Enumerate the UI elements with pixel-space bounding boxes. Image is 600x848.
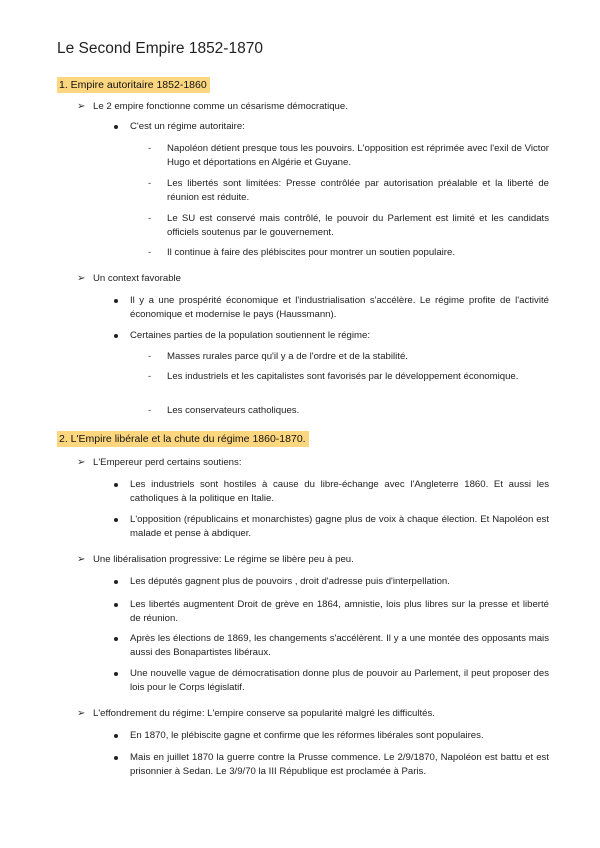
group-label: L'effondrement du régime: L'empire conserve sa popularité malgré les difficultés. <box>93 708 435 719</box>
bullet-dot-icon <box>114 672 118 676</box>
sub-item: Les industriels et les capitalistes sont favorisés par le développement économique. <box>167 371 519 382</box>
bullet-dot-icon <box>114 518 118 522</box>
bullet-text: L'opposition (républicains et monarchistes) gagne plus de voix à chaque élection. Et Napoléon est malade et pense à abdiquer. <box>130 514 549 539</box>
arrow-bullet-icon: ➢ <box>77 708 86 719</box>
bullet-dot-icon <box>114 603 118 607</box>
bullet-text: Certaines parties de la population soutiennent le régime: <box>130 330 370 341</box>
bullet-text: Il y a une prospérité économique et l'industrialisation s'accélère. Le régime profite de l'activité économique et modernise le pays (Haussmann). <box>130 295 549 320</box>
bullet-text: Les industriels sont hostiles à cause du libre-échange avec l'Angleterre 1860. Et aussi les catholiques à la politique en Italie. <box>130 479 549 504</box>
group-label: Une libéralisation progressive: Le régime se libère peu à peu. <box>93 554 354 565</box>
dash-bullet-icon: - <box>148 247 152 258</box>
dash-bullet-icon: - <box>148 405 152 416</box>
bullet-dot-icon <box>114 580 118 584</box>
dash-bullet-icon: - <box>148 178 152 189</box>
section-heading-2: 2. L'Empire libérale et la chute du régime 1860-1870. <box>57 431 309 447</box>
dash-bullet-icon: - <box>148 143 152 154</box>
bullet-text: Mais en juillet 1870 la guerre contre la Prusse commence. Le 2/9/1870, Napoléon est battu et est prisonnier à Sedan. Le 3/9/70 la III République est proclamée à Paris. <box>130 752 549 777</box>
sub-item: Napoléon détient presque tous les pouvoirs. L'opposition est réprimée avec l'exil de Victor Hugo et déportations en Algérie et Guyane. <box>167 143 549 168</box>
bullet-text: Les députés gagnent plus de pouvoirs , droit d'adresse puis d'interpellation. <box>130 576 450 587</box>
arrow-bullet-icon: ➢ <box>77 101 86 112</box>
arrow-bullet-icon: ➢ <box>77 457 86 468</box>
bullet-text: Les libertés augmentent Droit de grève en 1864, amnistie, lois plus libres sur la presse et liberté de réunion. <box>130 599 549 624</box>
bullet-dot-icon <box>114 483 118 487</box>
dash-bullet-icon: - <box>148 371 152 382</box>
arrow-bullet-icon: ➢ <box>77 273 86 284</box>
page-title: Le Second Empire 1852-1870 <box>57 40 263 57</box>
bullet-text: Une nouvelle vague de démocratisation donne plus de pouvoir au Parlement, il peut proposer des lois pour le Corps législatif. <box>130 668 549 693</box>
group-label: Le 2 empire fonctionne comme un césarisme démocratique. <box>93 101 348 112</box>
bullet-text: Après les élections de 1869, les changements s'accélèrent. Il y a une montée des opposants mais aussi des Bonapartistes libéraux. <box>130 633 549 658</box>
sub-item: Il continue à faire des plébiscites pour montrer un soutien populaire. <box>167 247 455 258</box>
dash-bullet-icon: - <box>148 213 152 224</box>
sub-item: Les conservateurs catholiques. <box>167 405 300 416</box>
arrow-bullet-icon: ➢ <box>77 554 86 565</box>
group-label: L'Empereur perd certains soutiens: <box>93 457 242 468</box>
bullet-dot-icon <box>114 125 118 129</box>
sub-item: Masses rurales parce qu'il y a de l'ordre et de la stabilité. <box>167 351 408 362</box>
bullet-dot-icon <box>114 637 118 641</box>
sub-item: Le SU est conservé mais contrôlé, le pouvoir du Parlement est limité et les candidats officiels soutenus par le gouvernement. <box>167 213 549 238</box>
bullet-dot-icon <box>114 299 118 303</box>
sub-item: Les libertés sont limitées: Presse contrôlée par autorisation préalable et la liberté de réunion est réduite. <box>167 178 549 203</box>
dash-bullet-icon: - <box>148 351 152 362</box>
bullet-dot-icon <box>114 756 118 760</box>
bullet-dot-icon <box>114 334 118 338</box>
bullet-text: En 1870, le plébiscite gagne et confirme que les réformes libérales sont populaires. <box>130 730 484 741</box>
group-label: Un context favorable <box>93 273 181 284</box>
section-heading-1: 1. Empire autoritaire 1852-1860 <box>57 77 210 93</box>
bullet-text: C'est un régime autoritaire: <box>130 121 245 132</box>
bullet-dot-icon <box>114 734 118 738</box>
